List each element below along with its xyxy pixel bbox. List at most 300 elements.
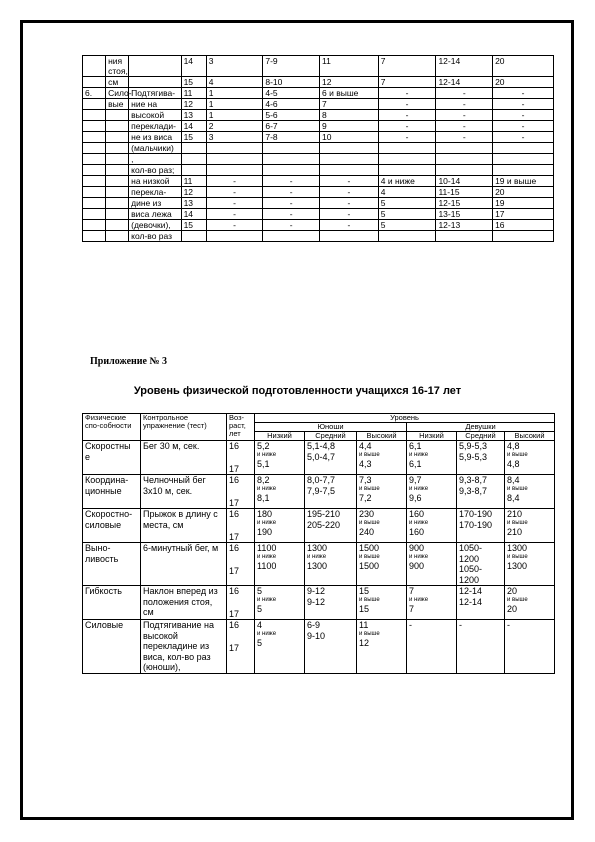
level-qualifier: и выше [507,485,528,492]
age-value: 17 [229,463,240,474]
table-cell: 10 [320,132,379,143]
level-value: 15 [359,603,370,614]
level-value: 1100 [257,543,277,553]
age-value: 16 [229,509,240,519]
level-value: 8,0-7,7 [307,475,336,485]
row-exercise: кол-во раз; [129,165,181,176]
table-row [83,198,554,209]
table-row [83,176,554,187]
table-cell: 4-5 [263,88,320,99]
row-exercise: виса лежа [129,209,181,220]
table-cell: 16 [493,220,554,231]
table-cell: 4 [378,187,436,198]
table-row [83,586,555,620]
table-row [83,231,554,242]
table-cell: 1 [206,88,263,99]
level-value: 7,2 [359,492,372,503]
table-row [83,121,554,132]
level-qualifier: и ниже [257,630,277,637]
table-cell: 6-7 [263,121,320,132]
row-age [227,475,255,509]
row-age: 13 [181,110,206,121]
age-value: 17 [229,565,240,576]
level-value: 5,1-4,8 [307,441,336,451]
table-cell: 5 [378,209,436,220]
age-value: 16 [229,543,240,553]
table-row [83,441,555,475]
row-age: 14 [181,209,206,220]
level-value: 12 [359,637,370,648]
level-cell [407,543,457,586]
row-quality: Гибкость [83,586,141,620]
row-exercise: ние на [129,99,181,110]
level-value: 15 [359,586,370,596]
level-value: 11 [359,620,369,630]
header-boys: Юноши [255,423,407,432]
level-cell [505,475,555,509]
row-age: 15 [181,77,206,88]
table-cell: 12-14 [436,56,493,77]
table-cell [181,231,206,242]
level-value: 6,1 [409,458,422,469]
table-cell: - [206,209,263,220]
level-value: 4 [257,620,263,630]
level-qualifier: и выше [359,485,380,492]
level-value: 8,2 [257,475,270,485]
table-cell [181,143,206,154]
level-cell [305,509,357,543]
level-cell [255,543,305,586]
level-value: 1200 [459,574,480,585]
row-index [83,209,106,220]
level-value: 900 [409,560,425,571]
level-value: 190 [257,526,273,537]
level-cell [357,620,407,674]
level-value: 9,3-8,7 [459,475,488,485]
level-qualifier: и ниже [307,553,327,560]
row-age: 11 [181,88,206,99]
level-qualifier: и выше [507,553,528,560]
row-quality [106,165,129,176]
table-cell: - [320,198,379,209]
level-value: 5,0-4,7 [307,451,336,462]
table-cell: - [263,220,320,231]
table-cell [181,165,206,176]
level-value: 4,8 [507,458,520,469]
level-value: 4,8 [507,441,520,451]
table-cell: 17 [493,209,554,220]
level-cell [255,509,305,543]
level-cell [457,543,505,586]
table-cell: 9 [320,121,379,132]
table-row [83,165,554,176]
level-value: 160 [409,509,425,519]
level-value: 7 [409,586,415,596]
table-cell: 2 [206,121,263,132]
table-cell: 12-15 [436,198,493,209]
level-value: 230 [359,509,375,519]
table-cell: - [320,176,379,187]
age-value: 17 [229,608,240,619]
level-value: 1300 [307,560,328,571]
table-cell [493,165,554,176]
table-cell: 19 [493,198,554,209]
age-value: 17 [229,497,240,508]
level-value: 5 [257,586,263,596]
table-cell: - [436,88,493,99]
table-cell: 20 [493,187,554,198]
level-cell [457,620,505,674]
level-qualifier: и ниже [257,519,277,526]
level-value: 170-190 [459,519,493,530]
header-quality: Физические спо-собности [83,414,141,441]
level-value: 9,3-8,7 [459,485,488,496]
row-quality: вые [106,99,129,110]
continued-table [82,55,554,242]
level-qualifier: и выше [359,451,380,458]
level-cell [305,475,357,509]
table-row [83,56,554,77]
table-row [83,209,554,220]
header-girls-high: Высокий [505,432,555,441]
level-qualifier: и ниже [257,451,277,458]
row-exercise: 6-минутный бег, м [141,543,227,586]
level-value: 20 [507,603,518,614]
table-cell [320,154,379,165]
row-exercise: перекла- [129,187,181,198]
table-cell [263,231,320,242]
level-value: 160 [409,526,425,537]
header-boys-low: Низкий [255,432,305,441]
table-cell: - [378,121,436,132]
table-cell: - [263,209,320,220]
level-qualifier: и ниже [257,485,277,492]
spacer [229,554,252,566]
level-value: 7 [409,603,415,614]
table-row [83,154,554,165]
row-quality [106,198,129,209]
table-cell: 5-6 [263,110,320,121]
level-qualifier: и выше [507,451,528,458]
table-cell: - [378,110,436,121]
row-index [83,187,106,198]
row-exercise: Бег 30 м, сек. [141,441,227,475]
row-age [227,509,255,543]
level-value: 8,1 [257,492,270,503]
row-age: 13 [181,198,206,209]
table-cell: - [378,88,436,99]
row-exercise: высокой [129,110,181,121]
table-cell [181,154,206,165]
table-cell [378,231,436,242]
level-cell [505,586,555,620]
table-cell: - [320,209,379,220]
level-cell [357,475,407,509]
row-quality [106,132,129,143]
table-cell: 19 и выше [493,176,554,187]
table-cell [378,165,436,176]
level-value: 1300 [507,543,528,553]
table-cell: 7-8 [263,132,320,143]
level-value: 9,6 [409,492,422,503]
level-value: 9-12 [307,586,326,596]
level-cell [505,441,555,475]
level-value: 1100 [257,560,277,571]
table-cell [320,143,379,154]
level-qualifier: и выше [359,553,380,560]
level-qualifier: и выше [507,519,528,526]
table-cell [378,154,436,165]
level-cell [357,441,407,475]
row-index [83,132,106,143]
level-cell [305,620,357,674]
level-qualifier: и ниже [409,596,429,603]
table-cell: - [206,198,263,209]
level-value: 210 [507,526,523,537]
table-cell: - [206,220,263,231]
fitness-level-table [82,413,555,674]
table-row [83,99,554,110]
row-quality: Силовые [83,620,141,674]
level-cell [357,509,407,543]
table-cell: 8-10 [263,77,320,88]
table-cell: 4 и ниже [378,176,436,187]
level-value: 1050- [459,543,483,553]
table-cell [493,143,554,154]
level-qualifier: и выше [359,630,380,637]
table-cell: - [493,99,554,110]
table-cell: 3 [206,56,263,77]
table-cell [436,231,493,242]
level-cell [407,441,457,475]
table-cell: - [378,99,436,110]
table-cell: - [493,88,554,99]
spacer [229,486,252,498]
table-cell: 13-15 [436,209,493,220]
level-cell [505,543,555,586]
row-quality: Выно-ливость [83,543,141,586]
table-cell [206,165,263,176]
level-qualifier: и ниже [409,553,429,560]
level-value: 20 [507,586,518,596]
level-cell [407,620,457,674]
row-age: 14 [181,121,206,132]
row-age [227,620,255,674]
level-cell [457,475,505,509]
level-cell [255,475,305,509]
table-cell [263,143,320,154]
table-cell: - [320,187,379,198]
table-cell: 12-13 [436,220,493,231]
table-cell: 1 [206,99,263,110]
row-exercise: на низкой [129,176,181,187]
age-value: 16 [229,475,240,485]
row-index [83,220,106,231]
table-cell: - [263,198,320,209]
row-exercise: Подтягивание на высокой перекладине из виса, кол-во раз (юноши), [141,620,227,674]
table-cell [436,143,493,154]
table-cell: - [378,132,436,143]
table-cell: 5 [378,198,436,209]
level-cell [305,543,357,586]
level-value: 170-190 [459,509,493,519]
level-value: - [507,620,510,630]
level-value: 12-14 [459,586,483,596]
row-exercise: дине из [129,198,181,209]
row-quality [106,187,129,198]
level-qualifier: и ниже [257,596,277,603]
level-value: 8,4 [507,475,520,485]
row-exercise: Челночный бег 3х10 м, сек. [141,475,227,509]
row-age [227,441,255,475]
row-index [83,176,106,187]
table-cell: 11 [320,56,379,77]
level-value: 5,9-5,3 [459,441,488,451]
table-cell: 4-6 [263,99,320,110]
row-quality [106,121,129,132]
row-quality: Скоростны е [83,441,141,475]
row-age [227,543,255,586]
table-row [83,88,554,99]
table-cell [493,154,554,165]
row-exercise: Подтягива- [129,88,181,99]
level-value: 5,1 [257,458,270,469]
table-cell: - [206,187,263,198]
table-cell [493,231,554,242]
table-cell [206,154,263,165]
level-value: 7,3 [359,475,372,485]
table-cell [378,143,436,154]
table-cell [436,154,493,165]
table-cell [206,143,263,154]
age-value: 16 [229,441,240,451]
row-quality: ния стоя, [106,56,129,77]
row-exercise: (девочки), [129,220,181,231]
row-index [83,77,106,88]
level-value: 5 [257,637,263,648]
level-value: 180 [257,509,273,519]
header-girls-mid: Средний [457,432,505,441]
table-cell: - [206,176,263,187]
table-cell: - [493,110,554,121]
row-exercise: переклади- [129,121,181,132]
row-quality: Координа-ционные [83,475,141,509]
table-cell: 7 [320,99,379,110]
row-index [83,198,106,209]
row-exercise: (мальчики) [129,143,181,154]
level-value: 9-10 [307,630,326,641]
row-exercise: Наклон вперед из положения стоя, см [141,586,227,620]
table-row [83,220,554,231]
table-row [83,187,554,198]
row-index [83,154,106,165]
level-value: 8,4 [507,492,520,503]
header-boys-mid: Средний [305,432,357,441]
row-exercise: не из виса [129,132,181,143]
level-cell [457,509,505,543]
level-cell [407,475,457,509]
row-age: 15 [181,220,206,231]
row-quality [106,110,129,121]
table-row [83,543,555,586]
table-cell [206,231,263,242]
table-row [83,132,554,143]
level-value: 5,2 [257,441,270,451]
level-value: 1500 [359,560,380,571]
row-age: 14 [181,56,206,77]
row-quality [106,220,129,231]
level-qualifier: и ниже [257,553,277,560]
level-value: 9,7 [409,475,422,485]
row-index: 6. [83,88,106,99]
age-value: 17 [229,642,240,653]
table-row [83,77,554,88]
level-value: 1300 [507,560,528,571]
table-cell [320,231,379,242]
level-cell [255,620,305,674]
level-cell [305,586,357,620]
table-cell: 20 [493,77,554,88]
row-exercise [129,77,181,88]
row-age: 11 [181,176,206,187]
table-cell [263,154,320,165]
level-value: 5,9-5,3 [459,451,488,462]
level-value: 4,3 [359,458,372,469]
row-index [83,56,106,77]
row-quality [106,154,129,165]
table-cell: - [263,176,320,187]
level-qualifier: и выше [359,596,380,603]
level-value: - [459,620,462,630]
table-row [83,620,555,674]
row-exercise: , [129,154,181,165]
row-exercise [129,56,181,77]
header-girls: Девушки [407,423,555,432]
table-cell: 7 [378,56,436,77]
spacer [229,520,252,532]
table-cell: - [493,132,554,143]
table-row [83,143,554,154]
header-level: Уровень [255,414,555,423]
table-cell [263,165,320,176]
table-cell: - [436,99,493,110]
level-value: 195-210 [307,509,341,519]
table-cell: 10-14 [436,176,493,187]
level-value: 900 [409,543,425,553]
header-age: Воз-раст, лет [227,414,255,441]
table-row [83,110,554,121]
level-cell [255,586,305,620]
level-cell [305,441,357,475]
level-qualifier: и ниже [409,485,429,492]
spacer [229,452,252,464]
age-value: 17 [229,531,240,542]
table-cell: 7 [378,77,436,88]
level-value: 9-12 [307,596,326,607]
level-value: 1050- [459,564,483,574]
table-cell: - [436,121,493,132]
level-value: 210 [507,509,523,519]
row-quality [106,231,129,242]
row-age: 12 [181,187,206,198]
level-qualifier: и выше [359,519,380,526]
appendix-label: Приложение № 3 [90,356,168,367]
age-value: 16 [229,586,240,596]
table-cell: 20 [493,56,554,77]
table-cell: 8 [320,110,379,121]
table-cell: - [436,110,493,121]
table-cell: 7-9 [263,56,320,77]
